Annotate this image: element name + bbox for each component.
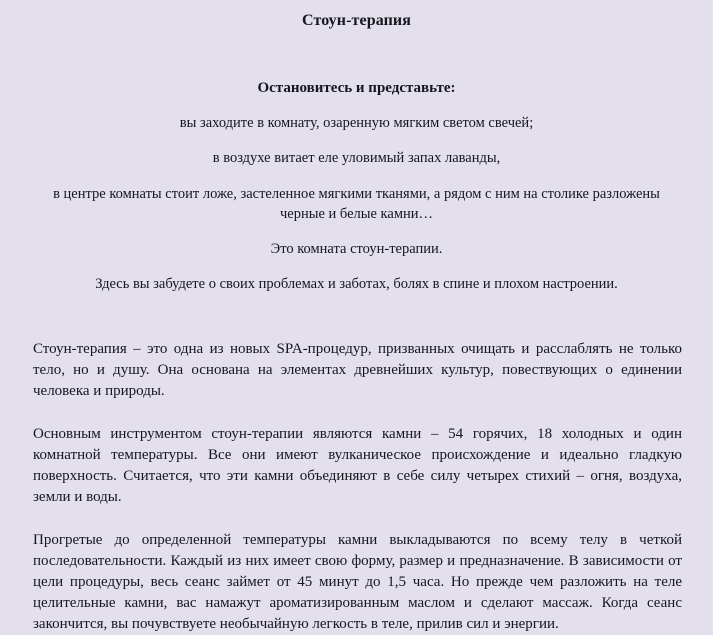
intro-line-2: в воздухе витает еле уловимый запах лаванды, [212,150,501,166]
intro-section [0,30,713,294]
intro-heading: Остановитесь и представьте: [257,80,456,96]
intro-line-4: Это комната стоун-терапии. [270,241,443,257]
body-paragraph-3: Прогретые до определенной температуры камни выкладываются по всему телу в четкой последовательности. Каждый из них имеет свою форму, размер и предназначение. В зависимости от цели процедуры, весь сеанс займет от 45 минут до 1,5 часа. Но прежде чем разложить на теле целительные камни, вас намажут ароматизированным маслом и сделают массаж. Когда сеанс закончится, вы почувствуете необычайную легкость в теле, прилив сил и энергии. [33,532,682,632]
body-section [0,294,713,635]
body-paragraph-1: Стоун-терапия – это одна из новых SPA-процедур, призванных очищать и расслаблять не только тело, но и душу. Она основана на элементах древнейших культур, повествующих о единении человека и природы. [33,341,682,399]
body-paragraph-2: Основным инструментом стоун-терапии являются камни – 54 горячих, 18 холодных и один комнатной температуры. Все они имеют вулканическое происхождение и идеально гладкую поверхность. Считается, что эти камни объединяют в себе силу четырех стихий – огня, воздуха, земли и воды. [33,426,682,505]
page-title: Стоун-терапия [302,12,411,29]
intro-line-3: в центре комнаты стоит ложе, застеленное мягкими тканями, а рядом с ним на столике разложены черные и белые камни… [53,186,660,222]
intro-line-5: Здесь вы забудете о своих проблемах и заботах, болях в спине и плохом настроении. [95,276,618,292]
intro-line-1: вы заходите в комнату, озаренную мягким светом свечей; [179,115,534,131]
